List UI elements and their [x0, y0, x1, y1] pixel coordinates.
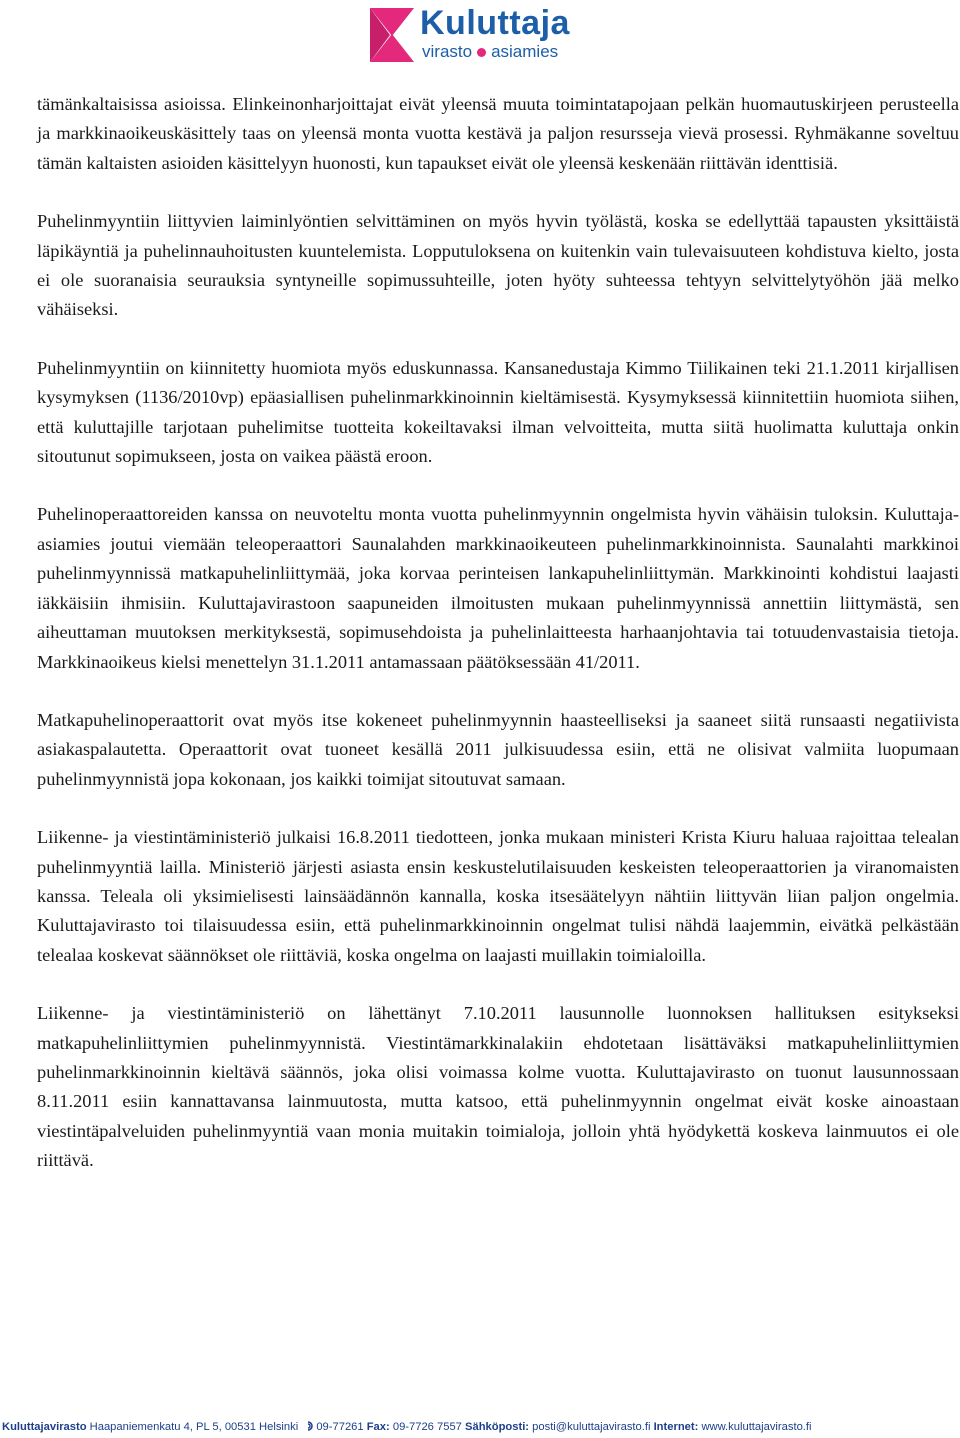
- paragraph: Puhelinmyyntiin on kiinnitetty huomiota myös eduskunnassa. Kansanedustaja Kimmo Tiilikainen teki 21.1.2011 kirjallisen kysymyksen (1136/2010vp) epäasiallisen puhelinmarkkinoinnin kieltämisestä. Kysymyksessä kiinnitettiin huomiota siihen, että kuluttajille tarjotaan puhelimitse tuotteita kokeiltavaksi ilman velvoitteita, mutta siitä huolimatta kuluttaja onkin sitoutunut sopimukseen, josta on vaikea päästä eroon.: [37, 357, 959, 467]
- logo-subtitle: [422, 42, 558, 62]
- page-footer: [2, 1419, 958, 1435]
- paragraph: Puhelinmyyntiin liittyvien laiminlyöntien selvittäminen on myös hyvin työlästä, koska se edellyttää tapausten yksittäistä läpikäyntiä ja puhelinnauhoitusten kuuntelemista. Lopputuloksena on kuitenkin vain tulevaisuuteen kohdistuva kielto, josta ei ole suoranaisia seurauksia syntyneille sopimussuhteille, joten hyöty suhteessa tehtyyn selvittelytyöhön jää melko vähäiseksi.: [37, 211, 959, 320]
- footer-fax-label: Fax:: [366, 1421, 390, 1433]
- logo-name: Kuluttaja: [420, 4, 570, 42]
- logo-mark-icon: [368, 4, 416, 66]
- paragraph: Liikenne- ja viestintäministeriö on lähettänyt 7.10.2011 lausunnolle luonnoksen hallituksen esitykseksi matkapuhelinliittymien puhelinmyynnistä. Viestintämarkkinalakiin ehdotetaan lisättäväksi matkapuhelinliittymien puhelinmarkkinoinnin kieltävä säännös, joka olisi voimassa kolme vuotta. Kuluttajavirasto on tuonut lausunnossaan 8.11.2011 esiin kannattavansa lainmuutosta, mutta katsoo, että puhelinmyynnin ongelmat eivät koske ainoastaan viestintäpalveluiden puhelinmyyntiä vaan monia muitakin toimialoja, jolloin yhtä hyödykettä koskeva lainmuutos ei ole riittävä.: [37, 1003, 959, 1171]
- paragraph: Puhelinoperaattoreiden kanssa on neuvoteltu monta vuotta puhelinmyynnin ongelmista hyvin vähäisin tuloksin. Kuluttaja-asiamies joutui viemään teleoperaattori Saunalahden markkinaoikeuteen puhelinmarkkinoinnista. Saunalahti markkinoi puhelinmyynnissä matkapuhelinliittymää, joka korvaa perinteisen lankapuhelinliittymän. Markkinointi kohdistui laajasti iäkkäisiin ihmisiin. Kuluttajavirastoon saapuneiden ilmoitusten mukaan puhelinmyynnissä annettiin liittymästä, sen aiheuttaman muutoksen merkityksestä, sopimusehdoista ja puhelinlaitteesta harhaanjohtavia tai totuudenvastaisia tietoja. Markkinaoikeus kielsi menettelyn 31.1.2011 antamassaan päätöksessään 41/2011.: [37, 504, 959, 672]
- footer-email[interactable]: posti@kuluttajavirasto.fi: [532, 1421, 651, 1433]
- logo-sub-left: virasto: [422, 42, 473, 61]
- footer-phone: 09-77261: [316, 1421, 364, 1433]
- phone-icon: [303, 1421, 313, 1431]
- footer-address: Haapaniemenkatu 4, PL 5, 00531 Helsinki: [89, 1421, 299, 1433]
- footer-fax: 09-7726 7557: [392, 1421, 462, 1433]
- paragraph: tämänkaltaisissa asioissa. Elinkeinonharjoittajat eivät yleensä muuta toimintatapojaan pelkän huomautuskirjeen perusteella ja markkinaoikeuskäsittely taas on yleensä monta vuotta kestävä ja paljon resursseja vievä prosessi. Ryhmäkanne soveltuu tämän kaltaisten asioiden käsittelyyn huonosti, kun tapaukset eivät ole yleensä keskenään riittävän identtisiä.: [37, 94, 959, 173]
- footer-web[interactable]: www.kuluttajavirasto.fi: [701, 1421, 812, 1433]
- footer-web-label: Internet:: [653, 1421, 699, 1433]
- logo-sub-right: asiamies: [491, 42, 559, 61]
- footer-org: Kuluttajavirasto: [2, 1421, 87, 1433]
- logo-dot-icon: [477, 48, 486, 57]
- kuluttaja-logo: [368, 4, 598, 66]
- document-body: [37, 90, 959, 1205]
- footer-email-label: Sähköposti:: [465, 1421, 530, 1433]
- paragraph: Liikenne- ja viestintäministeriö julkaisi 16.8.2011 tiedotteen, jonka mukaan ministeri Krista Kiuru haluaa rajoittaa telealan puhelinmyyntiä lailla. Ministeriö järjesti asiasta ensin keskustelutilaisuuden keskeisten teleoperaattorien ja viranomaisten kanssa. Teleala oli yksimielisesti lainsäädännön kannalla, koska itsesäätelyyn nähtiin liittyvän liian paljon ongelmia. Kuluttajavirasto toi tilaisuudessa esiin, että puhelinmarkkinoinnin ongelmat tulisi nähdä laajemmin, eivätkä pelkästään telealaa koskevat säännökset ole riittäviä, koska ongelma on laajasti muillakin toimialoilla.: [37, 827, 959, 965]
- paragraph: Matkapuhelinoperaattorit ovat myös itse kokeneet puhelinmyynnin haasteelliseksi ja saaneet siitä runsaasti negatiivista asiakaspalautetta. Operaattorit ovat tuoneet kesällä 2011 julkisuudessa esiin, että ne olisivat valmiita luopumaan puhelinmyynnistä jopa kokonaan, jos kaikki toimijat sitoutuvat samaan.: [37, 709, 959, 789]
